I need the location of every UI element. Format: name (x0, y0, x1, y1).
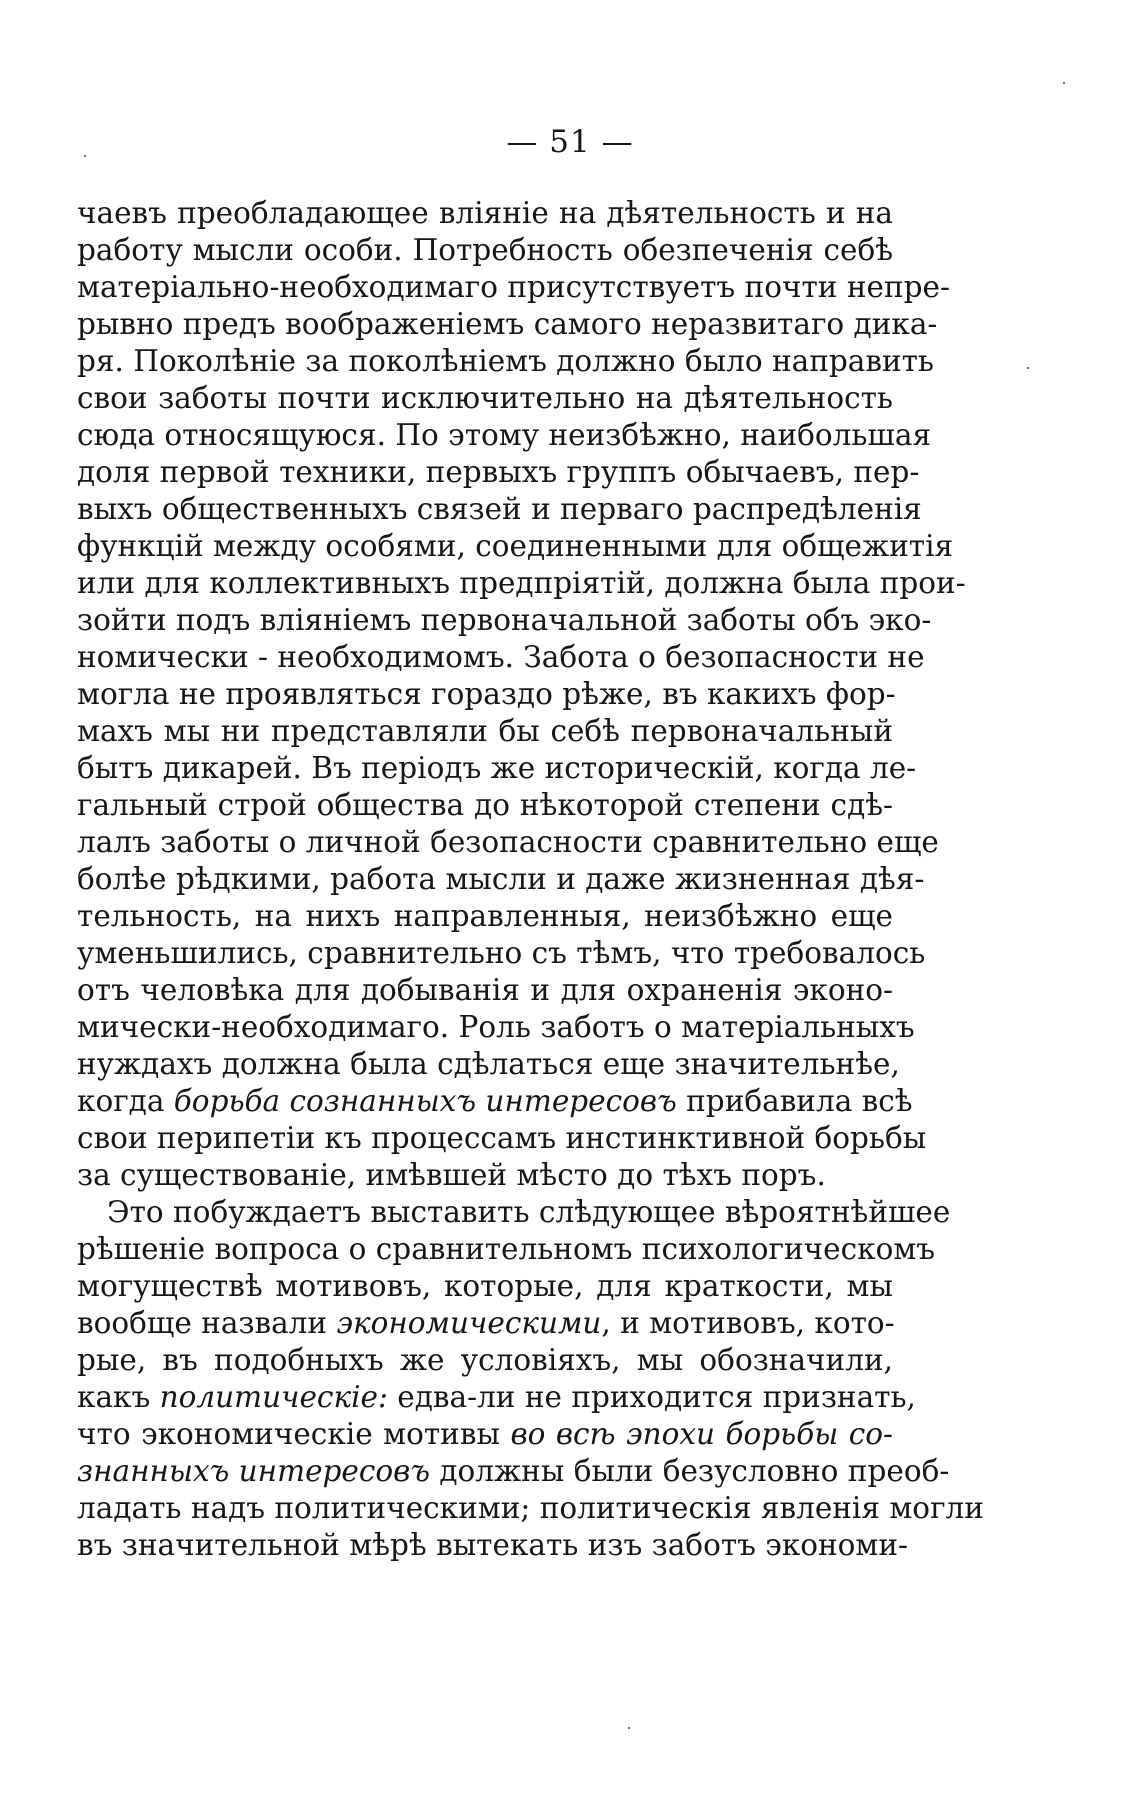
text-line (77, 1268, 893, 1305)
text-line (77, 417, 932, 454)
text-segment: какъ (77, 1380, 160, 1414)
text-line (77, 1416, 893, 1453)
text-segment: Это побуждаетъ выставить слѣдующее вѣроятнѣйшее (107, 1195, 951, 1229)
text-line (77, 269, 950, 306)
text-segment: гальный строй общества до нѣкоторой степени сдѣ- (77, 788, 893, 822)
text-line (77, 935, 926, 972)
italic-text-segment: борьба сознанныхъ интересовъ (173, 1084, 677, 1118)
text-segment: вообще назвали (77, 1306, 337, 1340)
text-line (77, 1194, 951, 1231)
text-segment: ря. Поколѣніе за поколѣніемъ должно было направить (77, 344, 934, 378)
text-line (77, 1342, 893, 1379)
text-segment: уменьшились, сравнительно съ тѣмъ, что требовалось (77, 936, 926, 970)
page-number: — 51 — (506, 124, 634, 160)
text-line (77, 787, 893, 824)
text-line (77, 343, 934, 380)
text-segment: рѣшеніе вопроса о сравнительномъ психологическомъ (77, 1232, 936, 1266)
text-line (77, 306, 938, 343)
italic-text-segment: политическіе: (159, 1380, 388, 1414)
text-line (77, 1231, 936, 1268)
text-line (77, 1305, 893, 1342)
text-line (77, 1490, 984, 1527)
text-segment: зойти подъ вліяніемъ первоначальной заботы объ эко- (77, 603, 932, 637)
text-line (77, 1009, 915, 1046)
text-segment: едва-ли не приходится признать, (387, 1380, 916, 1414)
text-segment: махъ мы ни представляли бы себѣ первоначальный (77, 714, 893, 748)
page-speck (1027, 367, 1029, 369)
text-segment: выхъ общественныхъ связей и перваго распредѣленія (77, 492, 922, 526)
text-line (77, 491, 922, 528)
text-segment: матеріально-необходимаго присутствуетъ почти непре- (77, 270, 950, 304)
text-segment: работу мысли особи. Потребность обезпеченія себѣ (77, 233, 893, 267)
text-line (77, 1046, 900, 1083)
text-line (77, 602, 932, 639)
text-segment: чаевъ преобладающее вліяніе на дѣятельность и на (77, 196, 893, 230)
text-line (77, 676, 896, 713)
text-segment: или для коллективныхъ предпріятій, должна была прои- (77, 566, 966, 600)
text-line (77, 1379, 916, 1416)
text-segment: должны были безусловно преоб- (430, 1454, 950, 1488)
text-segment: рывно предъ воображеніемъ самого неразвитаго дика- (77, 307, 938, 341)
page-speck (84, 155, 86, 157)
text-segment: въ значительной мѣрѣ вытекать изъ заботъ экономи- (77, 1528, 909, 1562)
italic-text-segment: экономическими (336, 1306, 602, 1340)
text-line (77, 565, 966, 602)
text-segment: за существованіе, имѣвшей мѣсто до тѣхъ поръ. (77, 1158, 826, 1192)
text-line (77, 195, 893, 232)
text-segment: рые, въ подобныхъ же условіяхъ, мы обозначили, (77, 1343, 893, 1377)
text-segment: могуществѣ мотивовъ, которые, для краткости, мы (77, 1269, 893, 1303)
italic-text-segment: знанныхъ интересовъ (77, 1454, 430, 1488)
text-segment: свои перипетіи къ процессамъ инстинктивной борьбы (77, 1121, 927, 1155)
text-line (77, 1527, 909, 1564)
text-line (77, 972, 893, 1009)
text-line (77, 639, 925, 676)
text-segment: бытъ дикарей. Въ періодъ же историческій, когда ле- (77, 751, 917, 785)
text-segment: номически - необходимомъ. Забота о безопасности не (77, 640, 925, 674)
text-line (77, 454, 920, 491)
text-segment: когда (77, 1084, 174, 1118)
text-segment: , и мотивовъ, кото- (601, 1306, 895, 1340)
text-line (77, 713, 893, 750)
text-line (77, 380, 893, 417)
text-segment: что экономическіе мотивы (77, 1417, 511, 1451)
text-segment: лалъ заботы о личной безопасности сравнительно еще (77, 825, 939, 859)
text-segment: прибавила всѣ (676, 1084, 913, 1118)
text-line (77, 1453, 950, 1490)
text-line (77, 750, 917, 787)
page-speck (1063, 82, 1065, 84)
text-line (77, 232, 893, 269)
text-segment: ладать надъ политическими; политическія явленія могли (77, 1491, 984, 1525)
text-line (77, 1083, 913, 1120)
text-line (77, 1120, 927, 1157)
text-line (77, 824, 939, 861)
text-segment: могла не проявляться гораздо рѣже, въ какихъ фор- (77, 677, 896, 711)
italic-text-segment: во всѣ эпохи борьбы со- (510, 1417, 893, 1451)
text-line (77, 898, 893, 935)
text-segment: болѣе рѣдкими, работа мысли и даже жизненная дѣя- (77, 862, 925, 896)
body-text (77, 195, 984, 1564)
text-segment: свои заботы почти исключительно на дѣятельность (77, 381, 893, 415)
text-line (77, 1157, 893, 1194)
text-segment: отъ человѣка для добыванія и для охраненія эконо- (77, 973, 893, 1007)
text-segment: доля первой техники, первыхъ группъ обычаевъ, пер- (77, 455, 920, 489)
page-speck (628, 1727, 630, 1729)
text-segment: сюда относящуюся. По этому неизбѣжно, наибольшая (77, 418, 932, 452)
text-segment: нуждахъ должна была сдѣлаться еще значительнѣе, (77, 1047, 900, 1081)
text-line (77, 528, 954, 565)
text-line (77, 861, 925, 898)
text-segment: мически-необходимаго. Роль заботъ о матеріальныхъ (77, 1010, 915, 1044)
text-segment: тельность, на нихъ направленныя, неизбѣжно еще (77, 899, 893, 933)
text-segment: функцій между особями, соединенными для общежитія (77, 529, 954, 563)
